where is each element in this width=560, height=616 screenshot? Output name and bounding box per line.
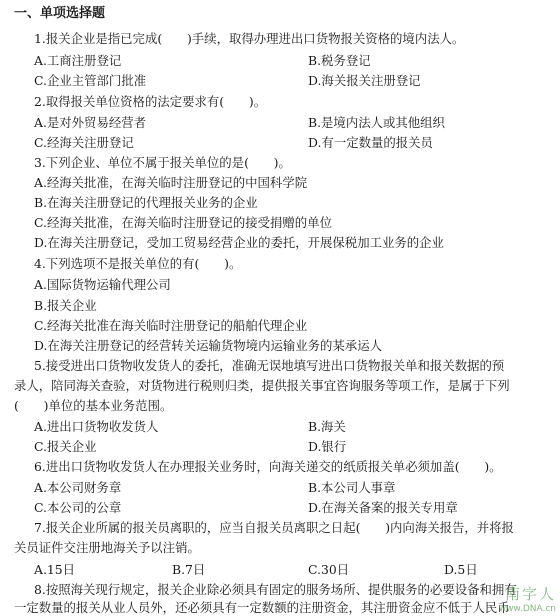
question-7-stem-line-2: 关员证件交注册地海关予以注销。 <box>14 540 200 555</box>
question-7-option-d: D.5日 <box>444 562 478 577</box>
question-3-option-b: B.在海关注册登记的代理报关业务的企业 <box>34 195 258 210</box>
question-5-option-d: D.银行 <box>308 439 347 454</box>
question-6-option-a: A.本公司财务章 <box>34 480 122 495</box>
question-2-stem: 2.取得报关单位资格的法定要求有( )。 <box>34 94 267 109</box>
question-2-option-a: A.是对外贸易经营者 <box>34 115 147 130</box>
section-title: 一、单项选择题 <box>14 6 106 21</box>
question-2-option-b: B.是境内法人或其他组织 <box>308 115 445 130</box>
question-4-option-a: A.国际货物运输代理公司 <box>34 277 171 292</box>
question-5-stem-line-2: 录人，陪同海关查验，对货物进行税则归类，提供报关事宜咨询服务等项工作，是属于下列 <box>14 378 510 393</box>
question-1-option-a: A.工商注册登记 <box>34 53 122 68</box>
question-5-option-c: C.报关企业 <box>34 439 97 454</box>
question-4-option-c: C.经海关批准在海关临时注册登记的船舶代理企业 <box>34 318 308 333</box>
question-6-option-c: C.本公司的公章 <box>34 500 122 515</box>
question-7-stem-line-1: 7.报关企业所属的报关员离职的，应当自报关员离职之日起( )内向海关报告，并将报 <box>34 520 514 535</box>
question-1-option-d: D.海关报关注册登记 <box>308 73 421 88</box>
question-5-stem-line-1: 5.接受进出口货物收发货人的委托，准确无误地填写进出口货物报关单和报关数据的预 <box>34 358 505 373</box>
question-3-option-d: D.在海关注册登记，受加工贸易经营企业的委托，开展保税加工业务的企业 <box>34 235 444 250</box>
watermark-text: 南字人 <box>504 585 556 603</box>
question-5-stem-line-3: ( )单位的基本业务范围。 <box>14 398 173 413</box>
watermark-logo <box>499 583 556 614</box>
question-6-option-d: D.在海关备案的报关专用章 <box>308 500 458 515</box>
question-5-option-b: B.海关 <box>308 419 346 434</box>
question-1-option-c: C.企业主管部门批准 <box>34 73 147 88</box>
question-7-option-a: A.15日 <box>34 562 76 577</box>
question-2-option-d: D.有一定数量的报关员 <box>308 135 433 150</box>
question-4-option-b: B.报关企业 <box>34 298 97 313</box>
question-8-stem-line-2: 一定数量的报关从业人员外，还必须具有一定数额的注册资金，其注册资金应不低于人民币 <box>14 600 510 615</box>
question-3-stem: 3.下列企业、单位不属于报关单位的是( )。 <box>34 155 291 170</box>
question-1-option-b: B.税务登记 <box>308 53 371 68</box>
question-7-option-b: B.7日 <box>172 562 206 577</box>
question-2-option-c: C.经海关注册登记 <box>34 135 134 150</box>
question-4-option-d: D.在海关注册登记的经营转关运输货物境内运输业务的某承运人 <box>34 338 382 353</box>
question-6-stem: 6.进出口货物收发货人在办理报关业务时，向海关递交的纸质报关单必须加盖( )。 <box>34 459 502 474</box>
question-3-option-a: A.经海关批准，在海关临时注册登记的中国科学院 <box>34 175 308 190</box>
question-4-stem: 4.下列选项不是报关单位的有( )。 <box>34 256 242 271</box>
question-7-option-c: C.30日 <box>308 562 350 577</box>
watermark-url: www.DNA.cn <box>498 604 556 614</box>
question-5-option-a: A.进出口货物收发货人 <box>34 419 159 434</box>
question-3-option-c: C.经海关批准，在海关临时注册登记的接受捐赠的单位 <box>34 215 332 230</box>
question-1-stem: 1.报关企业是指已完成( )手续，取得办理进出口货物报关资格的境内法人。 <box>34 31 465 46</box>
question-6-option-b: B.本公司人事章 <box>308 480 396 495</box>
question-8-stem-line-1: 8.按照海关现行规定，报关企业除必须具有固定的服务场所、提供服务的必要设备和拥有 <box>34 582 517 597</box>
